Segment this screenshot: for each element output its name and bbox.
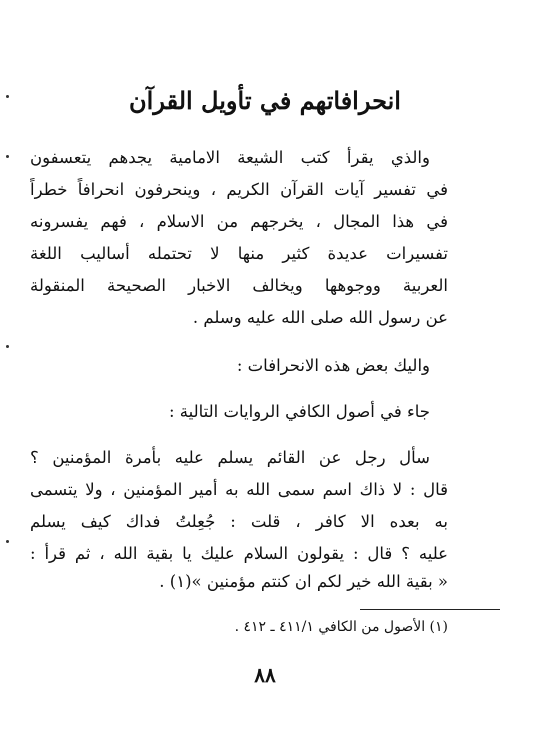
paragraph-line: العربية ووجوهها ويخالف الاخبار الصحيحة المنقولة (30, 276, 448, 295)
paragraph-line: والذي يقرأ كتب الشيعة الامامية يجدهم يتعسفون (30, 148, 430, 167)
paragraph-line: جاء في أصول الكافي الروايات التالية : (168, 402, 430, 421)
paragraph-line: قال : لا ذاك اسم سمى الله به أمير المؤمنين ، ولا يتسمى (30, 480, 448, 499)
paragraph-line: واليك بعض هذه الانحرافات : (236, 356, 430, 375)
scan-mark (6, 345, 9, 348)
page-number: ٨٨ (254, 663, 276, 687)
scan-mark (6, 155, 9, 158)
scan-mark (6, 95, 9, 98)
paragraph-line: في تفسير آيات القرآن الكريم ، وينحرفون انحرافاً خطراً (30, 180, 448, 199)
paragraph-line: عليه ؟ قال : يقولون السلام عليك يا بقية الله ، ثم قرأ : (30, 544, 448, 563)
paragraph-line: سأل رجل عن القائم يسلم عليه بأمرة المؤمنين ؟ (30, 448, 430, 467)
footnote-divider (360, 609, 500, 610)
paragraph-line: عن رسول الله صلى الله عليه وسلم . (192, 308, 448, 327)
paragraph-line: به بعده الا كافر ، قلت : جُعِلتُ فداك كيف يسلم (30, 512, 448, 531)
paragraph-line: في هذا المجال ، يخرجهم من الاسلام ، فهم يفسرونه (30, 212, 448, 231)
footnote: (١) الأصول من الكافي ٤١١/١ ـ ٤١٢ . (234, 619, 448, 635)
scan-mark (6, 540, 9, 543)
paragraph-line: « بقية الله خير لكم ان كنتم مؤمنين »(١) . (159, 572, 448, 591)
page-title: انحرافاتهم في تأويل القرآن (129, 86, 401, 115)
paragraph-line: تفسيرات عديدة كثير منها لا تحتمله أساليب اللغة (30, 244, 448, 263)
